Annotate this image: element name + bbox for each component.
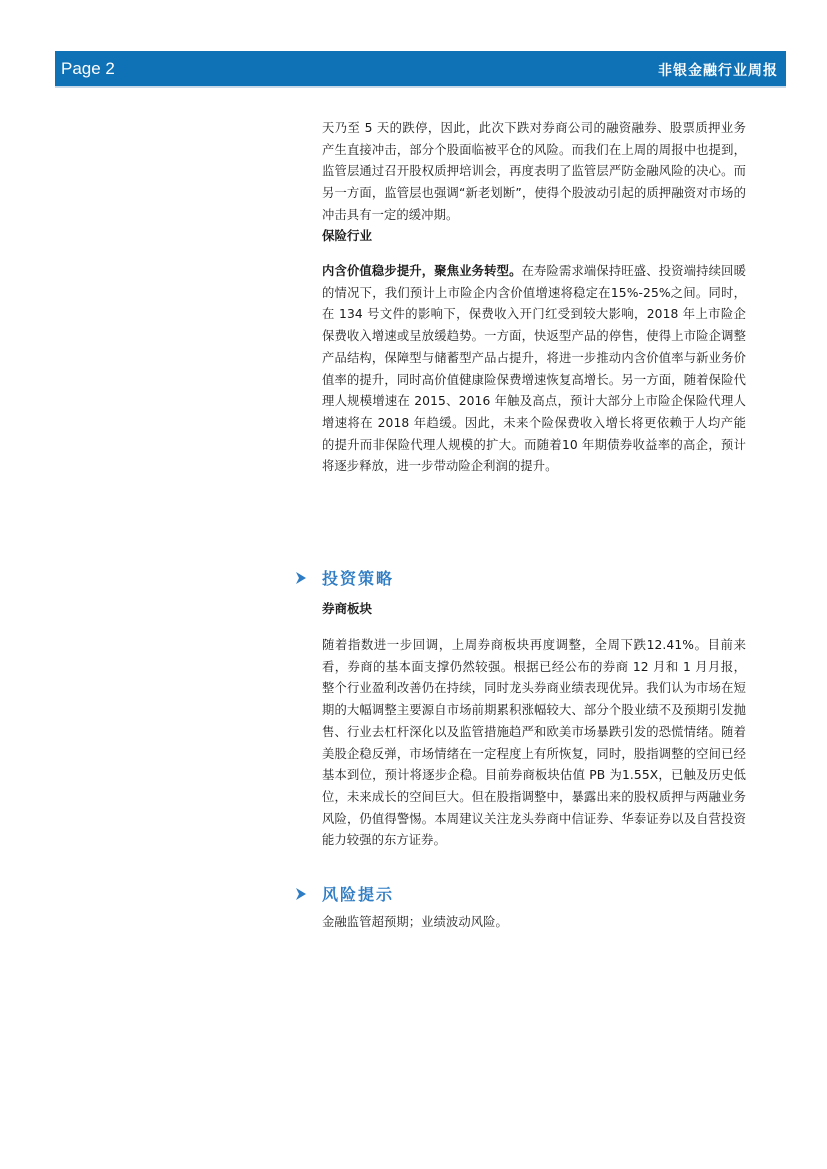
insurance-heading: 保险行业 (322, 228, 373, 243)
strategy-heading-text: 投资策略 (322, 569, 395, 588)
broker-section (322, 599, 746, 852)
report-title: 非银金融行业周报 (658, 63, 778, 79)
strategy-heading (294, 566, 394, 589)
insurance-body: 在寿险需求端保持旺盛、投资端持续回暖的情况下，我们预计上市险企内含价值增速将稳定在15%-25%之间。同时，在 134 号文件的影响下，保费收入开门红受到较大影响，2018 年上市险企保费收入增速或呈放缓趋势。一方面，快返型产品的停售，使得上市险企调整产品结构，保障型与储蓄型产品占提升，将进一步推动内含价值率与新业务价值率的提升，同时高价值健康险保费增速恢复高增长。另一方面，随着保险代理人规模增速在 2015、2016 年触及高点，预计大部分上市险企保险代理人增速将在 2018 年趋缓。因此，未来个险保费收入增长将更依赖于人均产能的提升而非保险代理人规模的扩大。而随着10 年期债券收益率的高企，预计将逐步释放，进一步带动险企利润的提升。 (322, 264, 746, 474)
risk-paragraph: 金融监管超预期；业绩波动风险。 (322, 915, 508, 929)
insurance-paragraph (322, 261, 746, 478)
broker-heading: 券商板块 (322, 601, 373, 616)
broker-paragraph: 随着指数进一步回调，上周券商板块再度调整，全周下跌12.41%。目前来看，券商的基本面支撑仍然较强。根据已经公布的券商 12 月和 1 月月报，整个行业盈利改善仍在持续，同时龙头券商业绩表现优异。我们认为市场在短期的大幅调整主要源自市场前期累积涨幅较大、部分个股业绩不及预期引发抛售、行业去杠杆深化以及监管措施趋严和欧美市场暴跌引发的恐慌情绪。随着美股企稳反弹，市场情绪在一定程度上有所恢复，同时，股指调整的空间已经基本到位，预计将逐步企稳。目前券商板块估值 PB 为1.55X，已触及历史低位，未来成长的空间巨大。但在股指调整中，暴露出来的股权质押与两融业务风险，仍值得警惕。本周建议关注龙头券商中信证券、华泰证券以及自营投资能力较强的东方证券。 (322, 638, 746, 848)
insurance-section (322, 226, 746, 478)
insurance-lead: 内含价值稳步提升，聚焦业务转型。 (322, 264, 522, 278)
intro-paragraph: 天乃至 5 天的跌停，因此，此次下跌对券商公司的融资融券、股票质押业务产生直接冲击，部分个股面临被平仓的风险。而我们在上周的周报中也提到，监管层通过召开股权质押培训会，再度表明了监管层严防金融风险的决心。而另一方面，监管层也强调“新老划断”，使得个股波动引起的质押融资对市场的冲击具有一定的缓冲期。 (322, 121, 746, 222)
page-header (55, 51, 786, 88)
content-column (322, 118, 746, 227)
arrow-bullet-icon (294, 887, 308, 901)
page-number: Page 2 (61, 59, 115, 78)
risk-heading (294, 882, 394, 905)
risk-section (322, 912, 746, 934)
arrow-bullet-icon (294, 571, 308, 585)
risk-heading-text: 风险提示 (322, 885, 395, 904)
